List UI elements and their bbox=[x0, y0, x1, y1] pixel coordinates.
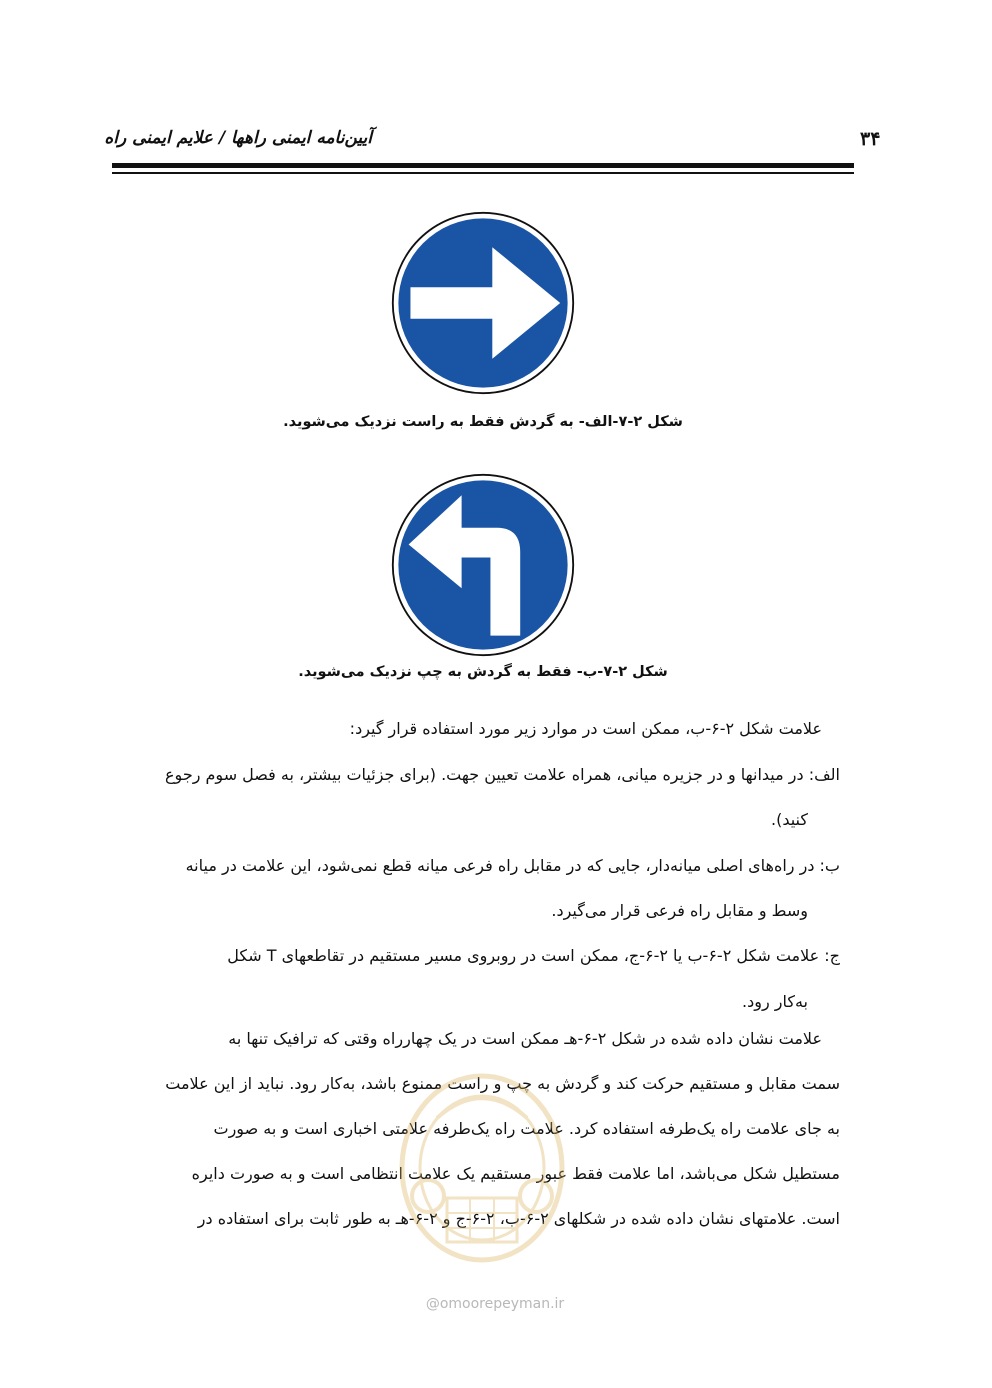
page-number: ۳۴ bbox=[860, 128, 881, 150]
list-item-jim: ج: علامت شکل ۲-۶-ب یا ۲-۶-ج، ممکن است در روبروی مسیر مستقیم در تقاطعهای T شکل bbox=[227, 946, 840, 965]
header-rule-thick bbox=[112, 163, 854, 168]
list-item-be: ب: در راه‌های اصلی میانه‌دار، جایی که در مقابل راه فرعی میانه قطع نمی‌شود، این علامت در میانه bbox=[185, 856, 840, 875]
list-item-alef: الف: در میدانها و در جزیره میانی، همراه علامت تعیین جهت. (برای جزئیات بیشتر، به فصل سوم رجوع bbox=[165, 765, 840, 784]
running-header-title: آیین‌نامه ایمنی راهها / علایم ایمنی راه bbox=[104, 128, 372, 148]
figure-caption-2: شکل ۲-۷-ب- فقط به گردش به چپ نزدیک می‌شوید. bbox=[298, 664, 668, 680]
paragraph-line: به جای علامت راه یک‌طرفه استفاده کرد. علامت راه یک‌طرفه علامتی اخباری است و به صورت bbox=[213, 1119, 840, 1138]
paragraph-line: مستطیل شکل می‌باشد، اما علامت فقط عبور مستقیم یک علامت انتظامی است و به صورت دایره bbox=[191, 1164, 840, 1183]
header-rule-thin bbox=[112, 172, 854, 174]
left-turn-arrow-sign-icon bbox=[390, 472, 576, 658]
watermark-text: @omoorepeyman.ir bbox=[425, 1296, 565, 1312]
paragraph-line: سمت مقابل و مستقیم حرکت کند و گردش به چپ و راست ممنوع باشد، به‌کار رود. نباید از این علامت bbox=[165, 1074, 840, 1093]
paragraph-line: علامت شکل ۲-۶-ب، ممکن است در موارد زیر مورد استفاده قرار گیرد: bbox=[349, 719, 822, 738]
paragraph-line: علامت نشان داده شده در شکل ۲-۶-هـ ممکن است در یک چهارراه وقتی که ترافیک تنها به bbox=[228, 1029, 822, 1048]
list-item-be-continued: وسط و مقابل راه فرعی قرار می‌گیرد. bbox=[551, 901, 808, 920]
right-arrow-sign-icon bbox=[390, 210, 576, 396]
list-item-jim-continued: به‌کار رود. bbox=[742, 992, 808, 1011]
watermark-seal-icon bbox=[392, 1058, 572, 1268]
list-item-alef-continued: کنید). bbox=[771, 810, 808, 829]
figure-caption-1: شکل ۲-۷-الف- به گردش فقط به راست نزدیک می‌شوید. bbox=[283, 414, 683, 430]
paragraph-line: است. علامتهای نشان داده شده در شکلهای ۲-۶-ب، ۲-۶-ج و ۲-۶-هـ به طور ثابت برای استفاده در bbox=[197, 1209, 840, 1228]
